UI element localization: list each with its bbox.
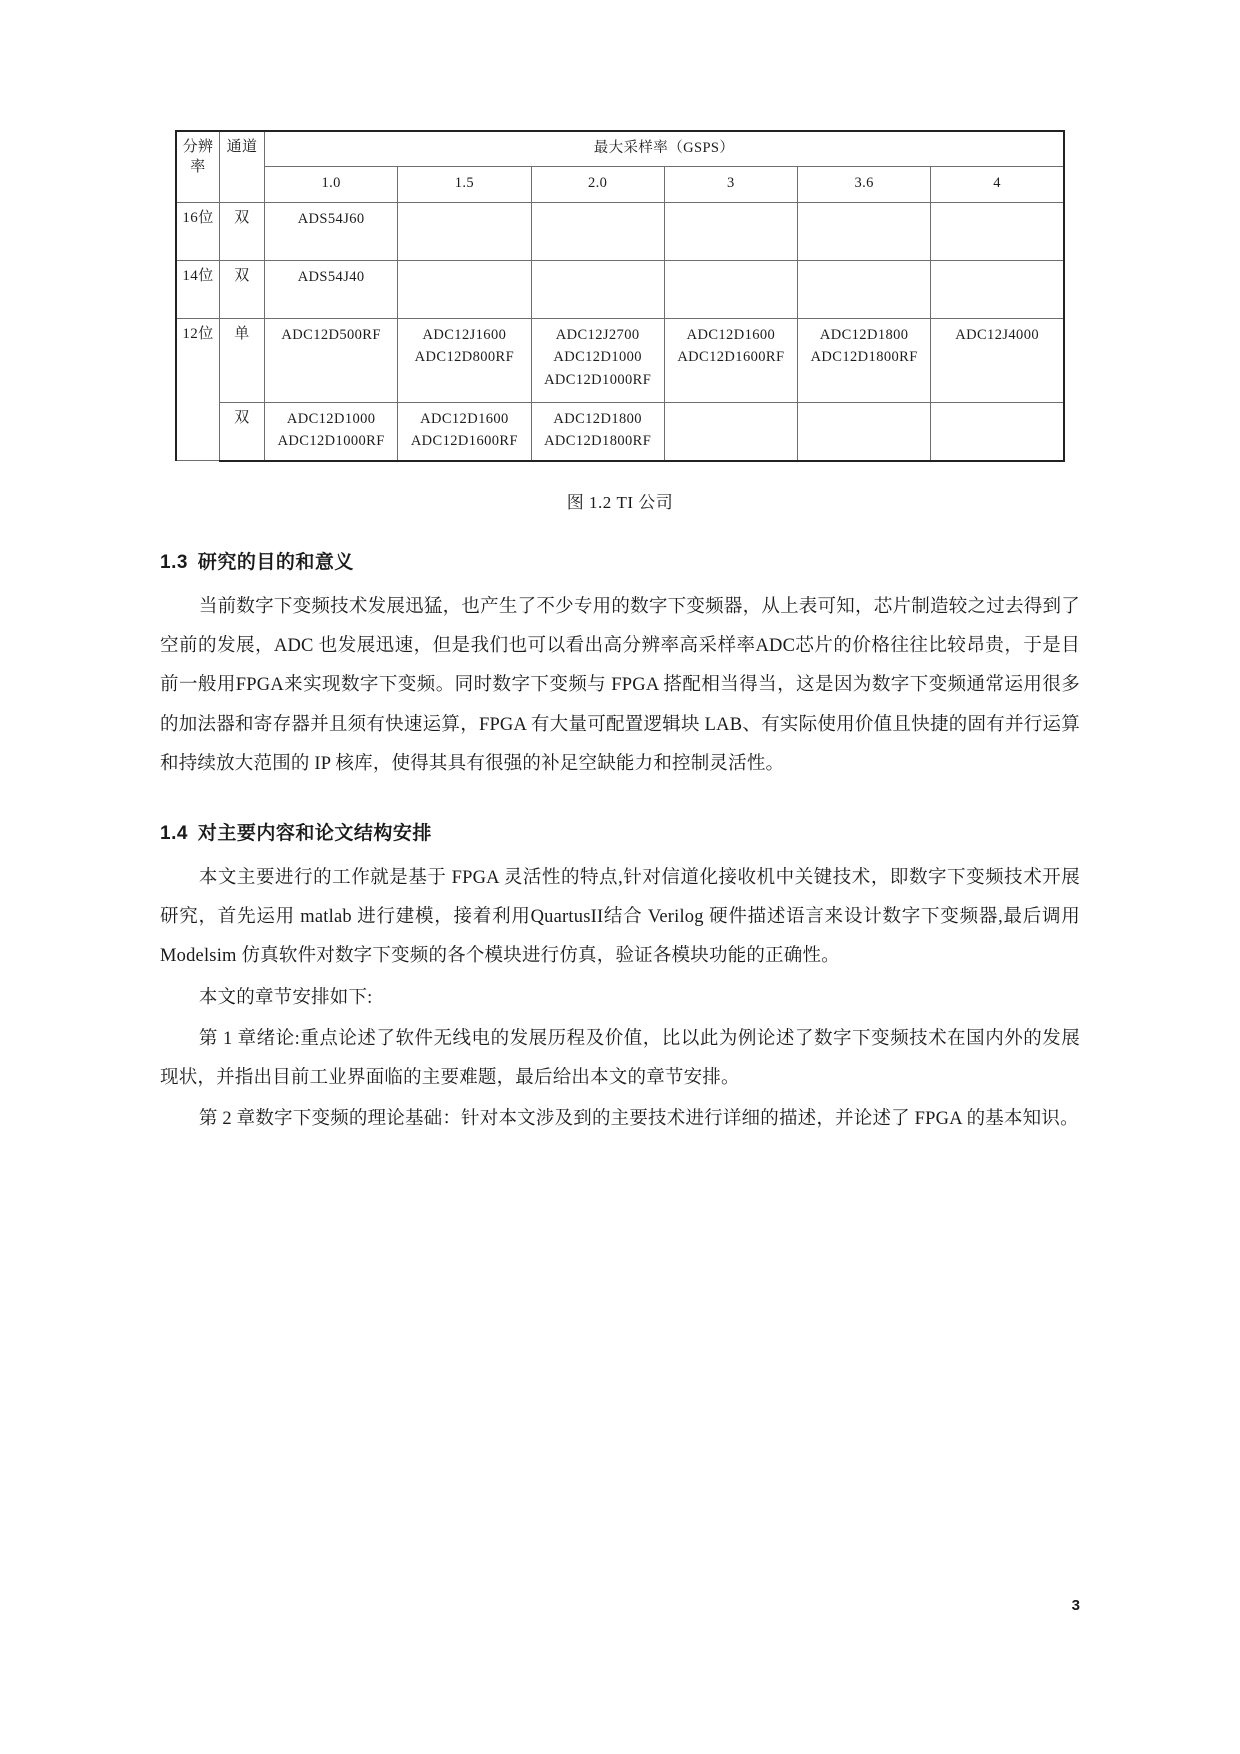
table-header-row-2: [176, 167, 1064, 202]
part-number: ADC12D1800RF: [544, 433, 652, 450]
header-channel-text: 通道: [226, 139, 258, 155]
paragraph: 当前数字下变频技术发展迅猛，也产生了不少专用的数字下变频器，从上表可知，芯片制造较之过去得到了空前的发展，ADC 也发展迅速，但是我们也可以看出高分辨率高采样率ADC芯片的价格往往比较昂贵，于是目前一般用FPGA来实现数字下变频。同时数字下变频与 FPGA 搭配相当得当，这是因为数字下变频通常运用很多的加法器和寄存器并且须有快速运算，FPGA 有大量可配置逻辑块 LAB、有实际使用价值且快捷的固有并行运算和持续放大范围的 IP 核库，使得其具有很强的补足空缺能力和控制灵活性。: [160, 596, 1080, 774]
adc-comparison-table: [175, 130, 1065, 462]
row-resolution: [176, 202, 220, 260]
section-number: 1.3: [160, 551, 188, 573]
cell-part-list: [798, 260, 931, 318]
row-channel: [220, 402, 265, 460]
part-number: ADC12D1600RF: [677, 349, 785, 366]
header-channel: [220, 131, 265, 202]
part-number: ADC12J2700: [555, 326, 640, 343]
row-resolution: [176, 318, 220, 460]
part-number: ADC12D1800: [553, 410, 642, 427]
cell-part-list: [664, 402, 797, 460]
part-number: ADC12D1000RF: [544, 371, 652, 388]
part-number: ADC12J4000: [955, 326, 1039, 343]
cell-part-list: [265, 260, 398, 318]
part-number: ADC12D1000RF: [277, 433, 385, 450]
row-channel-text: 单: [234, 325, 250, 342]
cell-part-list: [531, 260, 664, 318]
page-number: 3: [1071, 1597, 1080, 1614]
cell-part-list: [664, 202, 797, 260]
cell-part-list: [931, 402, 1064, 460]
header-rate-6: 4: [931, 167, 1064, 202]
table-row: [176, 402, 1064, 460]
table-row: [176, 202, 1064, 260]
table-row: [176, 318, 1064, 402]
part-number: ADC12D1800RF: [810, 349, 918, 366]
header-rate-2: 1.5: [398, 167, 531, 202]
part-number: ADC12J1600: [422, 326, 507, 343]
cell-part-list: [265, 202, 398, 260]
row-channel-text: 双: [234, 409, 250, 426]
cell-part-list: [531, 202, 664, 260]
part-number: ADC12D1000: [553, 349, 642, 366]
row-channel-text: 双: [234, 209, 250, 226]
cell-part-list: [265, 402, 398, 460]
paragraph: 第 2 章数字下变频的理论基础：针对本文涉及到的主要技术进行详细的描述，并论述了 FPGA 的基本知识。: [198, 1109, 1079, 1130]
row-channel-text: 双: [234, 267, 250, 284]
section-title: 研究的目的和意义: [197, 551, 354, 573]
row-resolution-text: 16位: [182, 209, 214, 226]
cell-part-list: [398, 260, 531, 318]
section-title: 对主要内容和论文结构安排: [197, 822, 432, 844]
cell-part-list: [798, 402, 931, 460]
figure-1-2: [175, 130, 1065, 462]
row-resolution-text: 12位: [182, 325, 214, 342]
cell-part-list: [931, 260, 1064, 318]
part-number: ADC12D1600: [686, 326, 776, 343]
cell-part-list: [664, 318, 797, 402]
cell-part-list: [798, 202, 931, 260]
part-number: ADS54J60: [297, 210, 365, 227]
paragraph: 本文主要进行的工作就是基于 FPGA 灵活性的特点,针对信道化接收机中关键技术，即数字下变频技术开展研究，首先运用 matlab 进行建模，接着利用QuartusII结合 Verilog 硬件描述语言来设计数字下变频器,最后调用 Modelsim 仿真软件对数字下变频的各个模块进行仿真，验证各模块功能的正确性。: [160, 867, 1080, 967]
header-rate-5: 3.6: [798, 167, 931, 202]
cell-part-list: [531, 402, 664, 460]
section-heading-1-4: [160, 818, 1080, 845]
header-rate-4: 3: [664, 167, 797, 202]
row-resolution-text: 14位: [182, 267, 214, 284]
cell-part-list: [798, 318, 931, 402]
part-number: ADC12D1000: [286, 410, 376, 427]
row-channel: [220, 202, 265, 260]
header-resolution-text: 分辨率: [182, 139, 214, 176]
cell-part-list: [398, 202, 531, 260]
cell-part-list: [664, 260, 797, 318]
cell-part-list: [398, 318, 531, 402]
section-heading-1-3: [160, 547, 1080, 574]
header-resolution: [176, 131, 220, 202]
part-number: ADS54J40: [297, 268, 365, 285]
cell-part-list: [398, 402, 531, 460]
paragraph: 第 1 章绪论:重点论述了软件无线电的发展历程及价值，比以此为例论述了数字下变频技术在国内外的发展现状，并指出目前工业界面临的主要难题，最后给出本文的章节安排。: [160, 1028, 1080, 1089]
part-number: ADC12D800RF: [414, 349, 515, 366]
cell-part-list: [531, 318, 664, 402]
figure-caption: 图 1.2 TI 公司: [566, 492, 674, 512]
part-number: ADC12D1600RF: [410, 433, 518, 450]
header-rate-3: 2.0: [531, 167, 664, 202]
part-number: ADC12D1800: [819, 326, 909, 343]
table-header-row-1: [176, 131, 1064, 167]
paragraph: 本文的章节安排如下:: [198, 987, 373, 1008]
row-resolution: [176, 260, 220, 318]
table-row: [176, 260, 1064, 318]
section-number: 1.4: [160, 822, 188, 844]
cell-part-list: [265, 318, 398, 402]
row-channel: [220, 260, 265, 318]
header-sample-rate-span: 最大采样率（GSPS）: [265, 131, 1065, 167]
cell-part-list: [931, 318, 1064, 402]
part-number: ADC12D500RF: [281, 326, 381, 343]
header-rate-1: 1.0: [265, 167, 398, 202]
row-channel: [220, 318, 265, 402]
cell-part-list: [931, 202, 1064, 260]
part-number: ADC12D1600: [420, 410, 509, 427]
